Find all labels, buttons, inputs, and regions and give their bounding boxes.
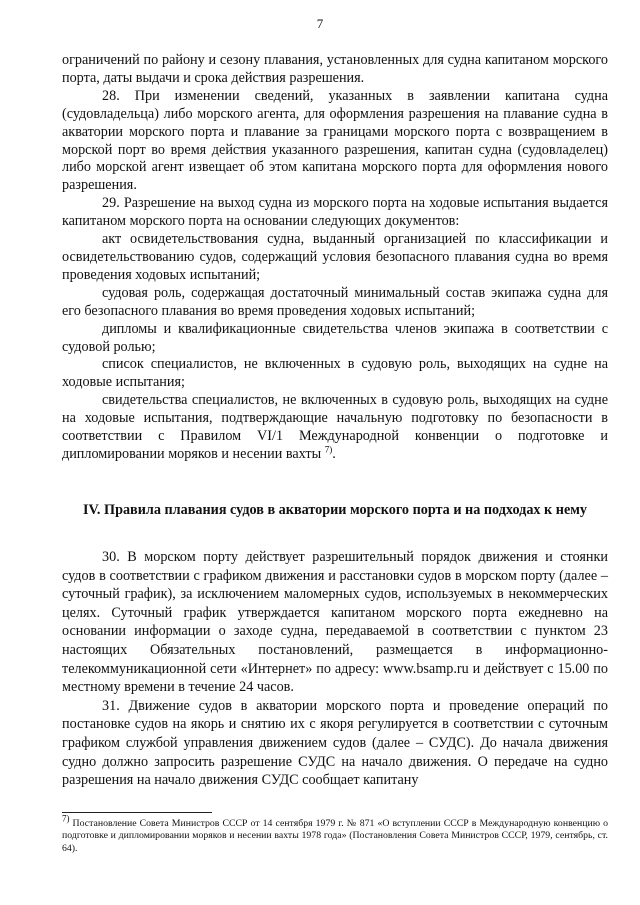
footnote-marker: 7): [62, 813, 70, 824]
list-item-act: акт освидетельствования судна, выданный организацией по классификации и освидетельствованию судов, содержащий условия безопасного плавания судна во время проведения ходовых испытаний;: [62, 231, 608, 283]
body-text-top: [62, 52, 608, 464]
footnote-ref: 7): [324, 444, 333, 455]
paragraph-30: 30. В морском порту действует разрешительный порядок движения и стоянки судов в соответствии с графиком движения и расстановки судов в морском порту (далее – суточный график), за исключением маломерных судов, используемых в некоммерческих целях. Суточный график утверждается капитаном морского порта ежедневно на основании информации о заходе судна, передаваемой в соответствии с пунктом 23 настоящих Обязательных постановлений, размещается в информационно-телекоммуникационной сети «Интернет» по адресу: www.bsamp.ru и действует с 15.00 по местному времени в течение 24 часов.: [62, 549, 608, 696]
paragraph-31: 31. Движение судов в акватории морского порта и проведение операций по постановке судов на якорь и снятию их с якоря регулируется в соответствии с суточным графиком службой управления движением судов (далее – СУДС). До начала движения судно должно запросить разрешение СУДС на начало движения. О передаче на судно разрешения на начало движения СУДС сообщает капитану: [62, 697, 608, 789]
list-item-certificates: свидетельства специалистов, не включенных в судовую роль, выходящих на судне на ходовые испытания, подтверждающие начальную подготовку по безопасности в соответствии с Правилом VI/1 Международной конвенции о подготовке и дипломировании моряков и несении вахты $^{7)}$.: [62, 392, 608, 462]
paragraph-28: 28. При изменении сведений, указанных в заявлении капитана судна (судовладельца) либо морского агента, для оформления разрешения на плавание судна в акватории морского порта и плавание за границами морского порта с возвращением в морской порт во время действия указанного разрешения, капитан судна (судовладелец) либо морской агент извещает об этом капитана морского порта для оформления нового разрешения.: [62, 87, 608, 194]
footnote: [62, 813, 608, 855]
paragraph-29: 29. Разрешение на выход судна из морского порта на ходовые испытания выдается капитаном морского порта на основании следующих документов:: [62, 195, 608, 230]
footnote-divider: [62, 812, 212, 813]
footnote-text: Постановление Совета Министров СССР от 14 сентября 1979 г. № 871 «О вступлении СССР в Международную конвенцию о подготовке и дипломировании моряков и несении вахты 1978 года» (Постановления Совета Министров СССР, 1979, сентябрь, ст. 64).: [62, 818, 608, 854]
paragraph-continuation: ограничений по району и сезону плавания, установленных для судна капитаном морского порта, даты выдачи и срока действия разрешения.: [62, 52, 608, 86]
list-item-specialists: список специалистов, не включенных в судовую роль, выходящих на судне на ходовые испытания;: [62, 356, 608, 391]
body-text-bottom: [62, 548, 608, 790]
page-number: 7: [316, 16, 324, 31]
section-title: IV. Правила плавания судов в акватории морского порта и на подходах к нему: [83, 502, 587, 518]
list-item-diplomas: дипломы и квалификационные свидетельства членов экипажа в соответствии с судовой ролью;: [62, 320, 608, 355]
list-item-crew-list: судовая роль, содержащая достаточный минимальный состав экипажа судна для его безопасного плавания во время проведения ходовых испытаний;: [62, 284, 608, 319]
